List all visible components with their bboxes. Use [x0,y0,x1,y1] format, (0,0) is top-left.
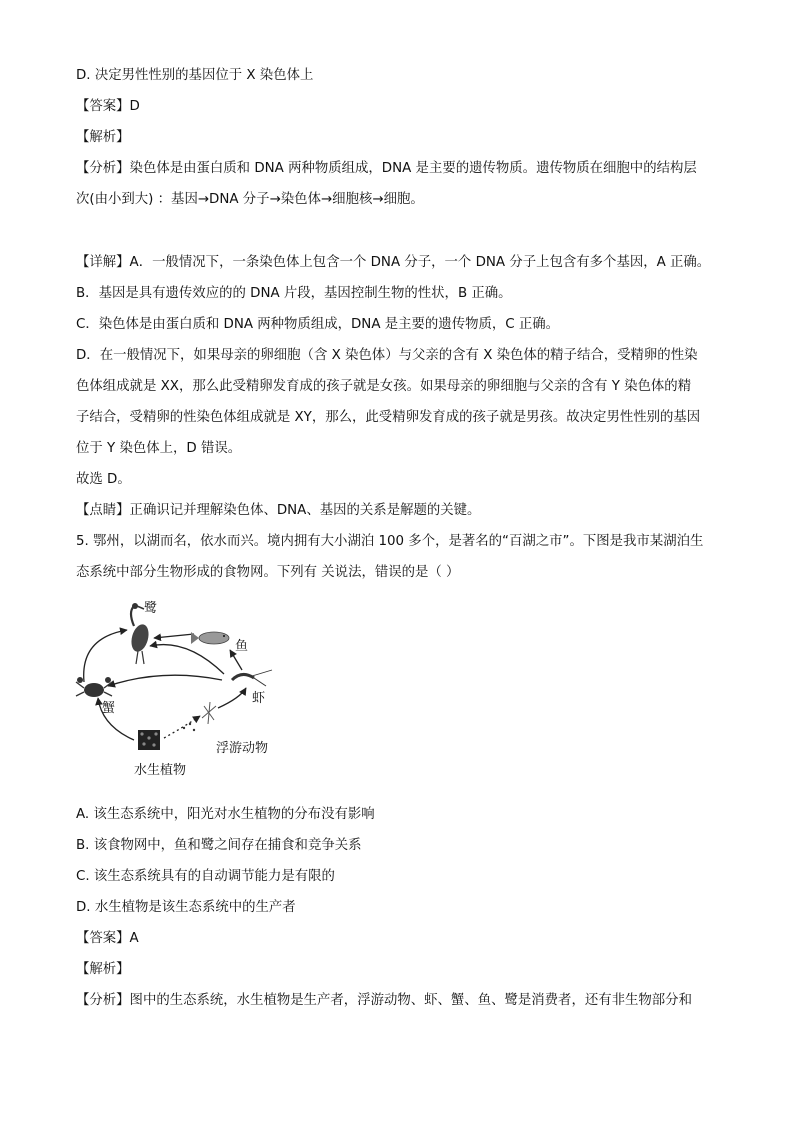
crab-icon [76,677,112,697]
arrow-shrimp-to-heron [150,645,224,674]
analysis-heading-q5: 【解析】 [76,962,130,977]
arrow-fish-to-heron [154,634,194,638]
detail-d-line-3: 子结合，受精卵的性染色体组成就是 XY，那么，此受精卵发育成的孩子就是男孩。故决定男性性别的基因 [76,410,701,425]
fish-label: 鱼 [235,639,249,654]
analysis-heading-q4: 【解析】 [76,130,130,145]
analysis-text-q5: 【分析】图中的生态系统，水生植物是生产者，浮游动物、虾、蟹、鱼、鹭是消费者，还有非生物部分和 [76,993,692,1008]
detail-d-line-2: 色体组成就是 XX，那么此受精卵发育成的孩子就是女孩。如果母亲的卵细胞与父亲的含有 Y 染色体的精 [76,379,692,394]
arrow-crab-to-heron [84,630,127,682]
analysis-text-line-1: 【分析】染色体是由蛋白质和 DNA 两种物质组成，DNA 是主要的遗传物质。遗传物质在细胞中的结构层 [76,161,697,176]
shrimp-label: 虾 [252,691,266,706]
question-5-line-1: 5. 鄂州，以湖而名，依水而兴。境内拥有大小湖泊 100 多个，是著名的“百湖之市”。下图是我市某湖泊生 [76,534,704,549]
key-point: 【点睛】正确识记并理解染色体、DNA、基因的关系是解题的关键。 [76,503,481,518]
option-a-q5: A. 该生态系统中，阳光对水生植物的分布没有影响 [76,807,375,822]
aquatic-plants-icon [138,730,160,750]
answer-q5: 【答案】A [76,931,139,946]
shrimp-icon [232,670,272,686]
arrow-plants-to-zooplankton [164,716,200,738]
arrow-shrimp-to-crab [108,675,222,686]
choice-d: 故选 D。 [76,472,131,487]
detail-d-line-4: 位于 Y 染色体上，D 错误。 [76,441,242,456]
answer-q4: 【答案】D [76,99,140,114]
detail-c: C．染色体是由蛋白质和 DNA 两种物质组成，DNA 是主要的遗传物质，C 正确。 [76,317,560,332]
question-5-line-2: 态系统中部分生物形成的食物网。下列有 关说法，错误的是（ ） [76,565,460,580]
crab-label: 蟹 [102,701,116,716]
aquatic-plants-label: 水生植物 [134,763,187,778]
detail-b: B．基因是具有遗传效应的的 DNA 片段，基因控制生物的性状，B 正确。 [76,286,512,301]
fish-icon [191,632,229,644]
arrow-zooplankton-to-shrimp [218,688,246,708]
option-d-q4: D. 决定男性性别的基因位于 X 染色体上 [76,68,314,83]
zooplankton-label: 浮游动物 [216,741,269,756]
detail-a: 【详解】A．一般情况下，一条染色体上包含一个 DNA 分子，一个 DNA 分子上包含有多个基因，A 正确。 [76,255,711,270]
option-c-q5: C. 该生态系统具有的自动调节能力是有限的 [76,869,335,884]
heron-label: 鹭 [144,601,158,616]
detail-d-line-1: D．在一般情况下，如果母亲的卵细胞（含 X 染色体）与父亲的含有 X 染色体的精子结合，受精卵的性染 [76,348,698,363]
analysis-text-line-2: 次(由小到大) ：基因→DNA 分子→染色体→细胞核→细胞。 [76,192,424,207]
option-d-q5: D. 水生植物是该生态系统中的生产者 [76,900,296,915]
food-web-diagram [72,598,292,788]
option-b-q5: B. 该食物网中，鱼和鹭之间存在捕食和竞争关系 [76,838,362,853]
